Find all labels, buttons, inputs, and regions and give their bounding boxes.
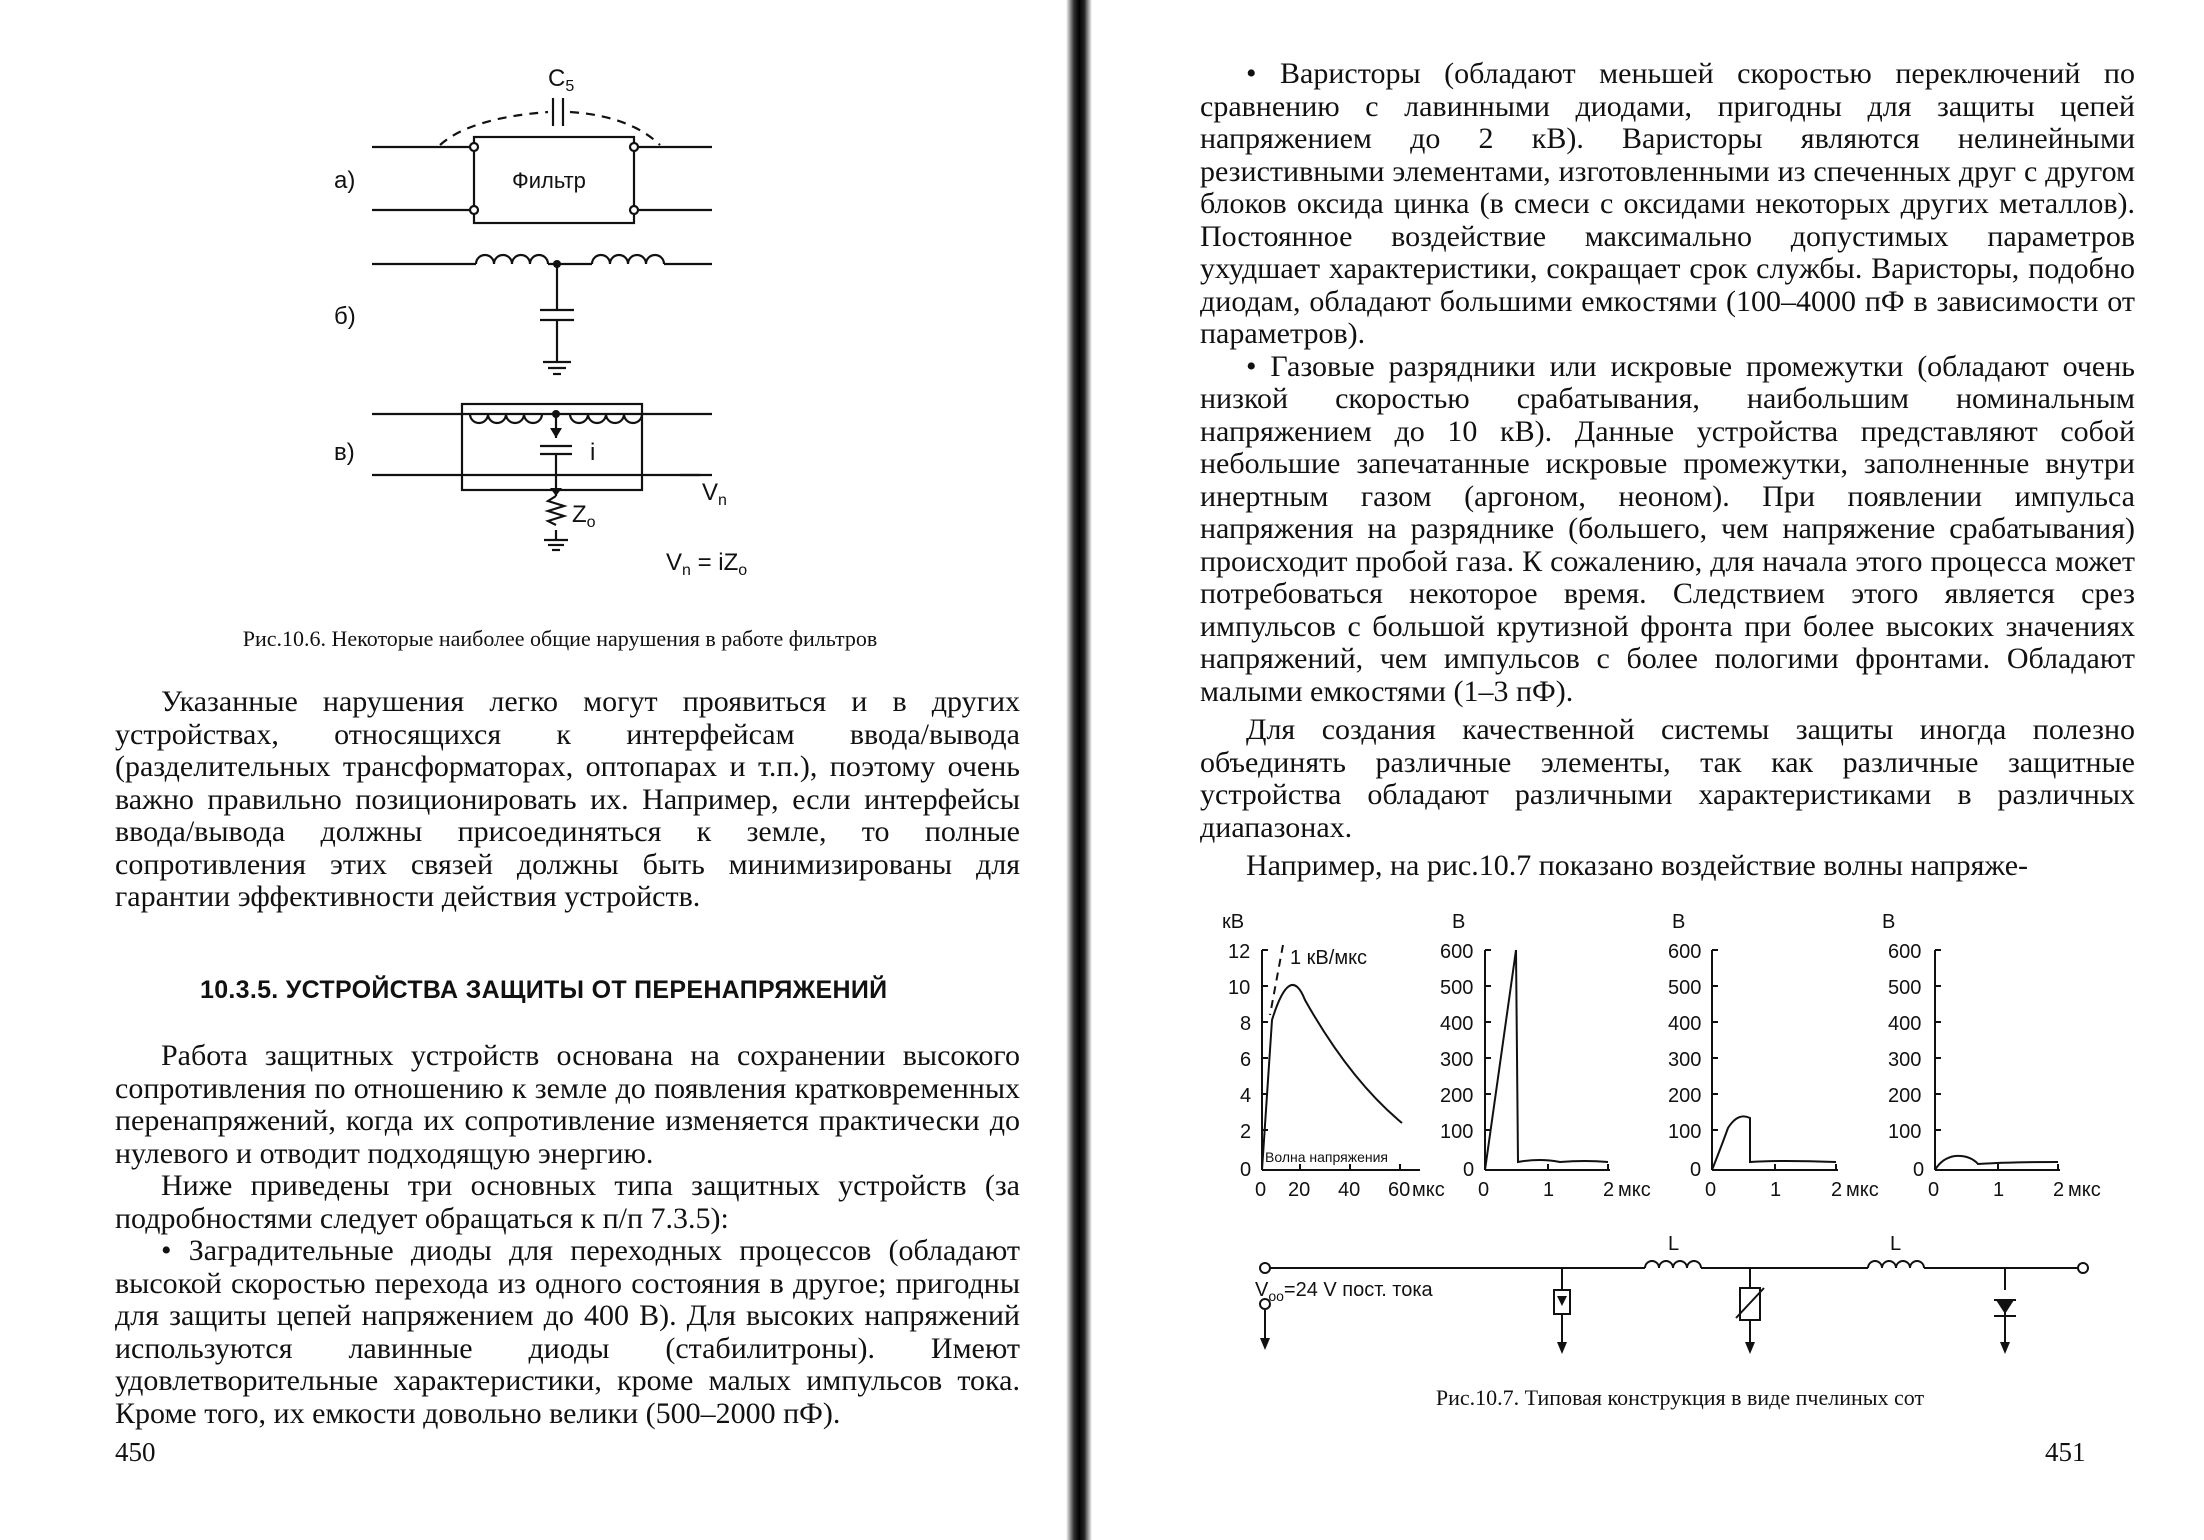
panel-1-y-tick-10: 10 [1228,977,1251,999]
formula-label: $V_n = iZ_o$ [666,549,748,579]
label-b: б) [334,303,356,330]
label-a: а) [334,167,356,194]
panel-3-y-tick-100: 100 [1668,1121,1702,1143]
label-v: в) [334,439,355,466]
figure-10-7-caption: Рис.10.7. Типовая конструкция в виде пчелиных сот [1435,1385,1925,1410]
panel-3-y-tick-500: 500 [1668,977,1702,999]
capacitor-label: $C_5$ [548,65,575,95]
left-page [0,0,1070,1540]
chart-panel-1 [1222,911,1445,1201]
chart-panel-3 [1668,911,1879,1201]
left-paragraph-3: Ниже приведены три основных типа защитных устройств (за подробностями следует обращаться к п/п 7.3.5): [115,1169,1020,1235]
panel-2-x-tick-1: 1 [1543,1179,1555,1201]
voltage-label: $V_n$ [702,479,727,509]
panel-4-y-tick-100: 100 [1888,1121,1922,1143]
panel-4-y-tick-600: 600 [1888,941,1922,963]
left-paragraph-group-1 [115,686,1020,914]
panel-2-x-tick-2: 2 [1603,1179,1615,1201]
page-number-left: 450 [115,1437,156,1467]
right-paragraph-1: • Варисторы (обладают меньшей скоростью переключений по сравнению с лавинными диодами, пригодны для защиты цепей напряжением до 2 кВ). Варисторы являются нелинейными резистивными элементами, изготовленными из спеченных друг с другом блоков оксида цинка (в смеси с оксидами некоторых других металлов). Постоянное воздействие максимально допустимых параметров ухудшает характеристики, сокращает срок службы. Варисторы, подобно диодам, обладают большими емкостями (100–4000 пФ в зависимости от параметров). [1200,57,2135,350]
panel-2-y-tick-600: 600 [1440,941,1474,963]
panel-3-y-unit: В [1672,911,1686,933]
panel-4-x-tick-0: 0 [1928,1179,1940,1201]
panel-2-y-tick-200: 200 [1440,1085,1474,1107]
left-paragraph-2: Работа защитных устройств основана на сохранении высокого сопротивления по отношению к земле до появления кратковременных перенапряжений, когда их сопротивление изменяется практически до нулевого и отводит подходящую энергию. [115,1039,1020,1170]
panel-1-x-tick-60: 60 [1388,1179,1411,1201]
left-paragraph-group-2 [115,1040,1020,1430]
protection-circuit [1255,1233,2088,1354]
panel-2-y-tick-0: 0 [1463,1159,1475,1181]
inductor-label-2: L [1890,1233,1902,1255]
panel-1-y-tick-6: 6 [1240,1049,1252,1071]
panel-1-slope-label: 1 кВ/мкс [1290,947,1368,969]
panel-2-y-tick-500: 500 [1440,977,1474,999]
panel-2-y-tick-300: 300 [1440,1049,1474,1071]
panel-1-x-tick-20: 20 [1288,1179,1311,1201]
panel-1-y-tick-8: 8 [1240,1013,1252,1035]
panel-1-y-tick-2: 2 [1240,1121,1252,1143]
panel-3-x-tick-1: 1 [1770,1179,1782,1201]
left-paragraph-1: Указанные нарушения легко могут проявиться и в других устройствах, относящихся к интерфейсам ввода/вывода (разделительных трансформаторах, оптопарах и т.п.), поэтому очень важно правильно позиционировать их. Например, если интерфейсы ввода/вывода должны присоединяться к земле, то полные сопротивления этих связей должны быть минимизированы для гарантии эффективности действия устройств. [115,685,1020,913]
chart-panel-2 [1440,911,1651,1201]
page-number-right: 451 [2045,1437,2086,1467]
panel-4-y-tick-0: 0 [1913,1159,1925,1181]
panel-2-y-tick-100: 100 [1440,1121,1474,1143]
panel-1-inner-label: Волна напряжения [1265,1149,1388,1165]
panel-3-y-tick-300: 300 [1668,1049,1702,1071]
panel-4-x-unit: мкс [2068,1179,2101,1201]
panel-3-y-tick-400: 400 [1668,1013,1702,1035]
filter-label: Фильтр [512,168,586,193]
chart-panel-4 [1882,911,2101,1201]
panel-4-y-tick-200: 200 [1888,1085,1922,1107]
panel-3-x-unit: мкс [1846,1179,1879,1201]
section-heading: 10.3.5. УСТРОЙСТВА ЗАЩИТЫ ОТ ПЕРЕНАПРЯЖЕНИЙ [200,976,888,1004]
panel-1-y-tick-0: 0 [1240,1159,1252,1181]
figure-10-6-caption: Рис.10.6. Некоторые наиболее общие нарушения в работе фильтров [242,626,878,651]
supply-label: $V_{oo}=24$ V пост. тока [1255,1279,1433,1304]
panel-4-x-tick-1: 1 [1993,1179,2005,1201]
panel-3-x-tick-0: 0 [1705,1179,1717,1201]
panel-4-y-unit: В [1882,911,1896,933]
panel-1-x-unit: мкс [1412,1179,1445,1201]
panel-2-x-unit: мкс [1618,1179,1651,1201]
inductor-label-1: L [1668,1233,1680,1255]
current-label: i [590,439,596,466]
panel-1-y-unit: кВ [1222,911,1245,933]
panel-2-y-tick-400: 400 [1440,1013,1474,1035]
panel-1-y-tick-12: 12 [1228,941,1251,963]
figure-10-6 [320,60,760,590]
panel-1-x-tick-0: 0 [1255,1179,1267,1201]
panel-3-y-tick-200: 200 [1668,1085,1702,1107]
panel-4-y-tick-300: 300 [1888,1049,1922,1071]
panel-1-y-tick-4: 4 [1240,1085,1252,1107]
right-paragraph-2: • Газовые разрядники или искровые промежутки (обладают очень низкой скоростью срабатывания, наибольшим номинальным напряжением до 10 кВ). Данные устройства представляют собой небольшие запечатанные искровые промежутки, заполненные внутри инертным газом (аргоном, неоном). При появлении импульса напряжения на разряднике (большего, чем напряжение срабатывания) происходит пробой газа. К сожалению, для начала этого процесса может потребоваться некоторое время. Следствием этого является срез импульсов с большой крутизной фронта при более высоких значениях напряжений, чем импульсов с более пологими фронтами. Обладают малыми емкостями (1–3 пФ). [1200,349,2135,708]
panel-4-x-tick-2: 2 [2053,1179,2065,1201]
book-spine [1066,0,1092,1540]
right-paragraph-group [1200,58,2135,883]
left-paragraph-4: • Заградительные диоды для переходных процессов (обладают высокой скоростью перехода из одного состояния в другое; пригодны для защиты цепей напряжением до 400 В). Для высоких напряжений используются лавинные диоды (стабилитроны). Имеют удовлетворительные характеристики, кроме малых импульсов тока. Кроме того, их емкости довольно велики (500–2000 пФ). [115,1234,1020,1430]
figure-10-7 [1210,900,2110,1370]
right-paragraph-4: Например, на рис.10.7 показано воздействие волны напряже- [1246,849,2029,882]
panel-2-x-tick-0: 0 [1478,1179,1490,1201]
right-paragraph-3: Для создания качественной системы защиты иногда полезно объединять различные элементы, так как различные защитные устройства обладают различными характеристиками в различных диапазонах. [1200,713,2135,844]
impedance-label: $Z_o$ [572,501,596,531]
panel-3-y-tick-0: 0 [1690,1159,1702,1181]
panel-2-y-unit: В [1452,911,1466,933]
panel-4-y-tick-500: 500 [1888,977,1922,999]
panel-4-y-tick-400: 400 [1888,1013,1922,1035]
panel-3-x-tick-2: 2 [1831,1179,1843,1201]
panel-3-y-tick-600: 600 [1668,941,1702,963]
panel-1-x-tick-40: 40 [1338,1179,1361,1201]
